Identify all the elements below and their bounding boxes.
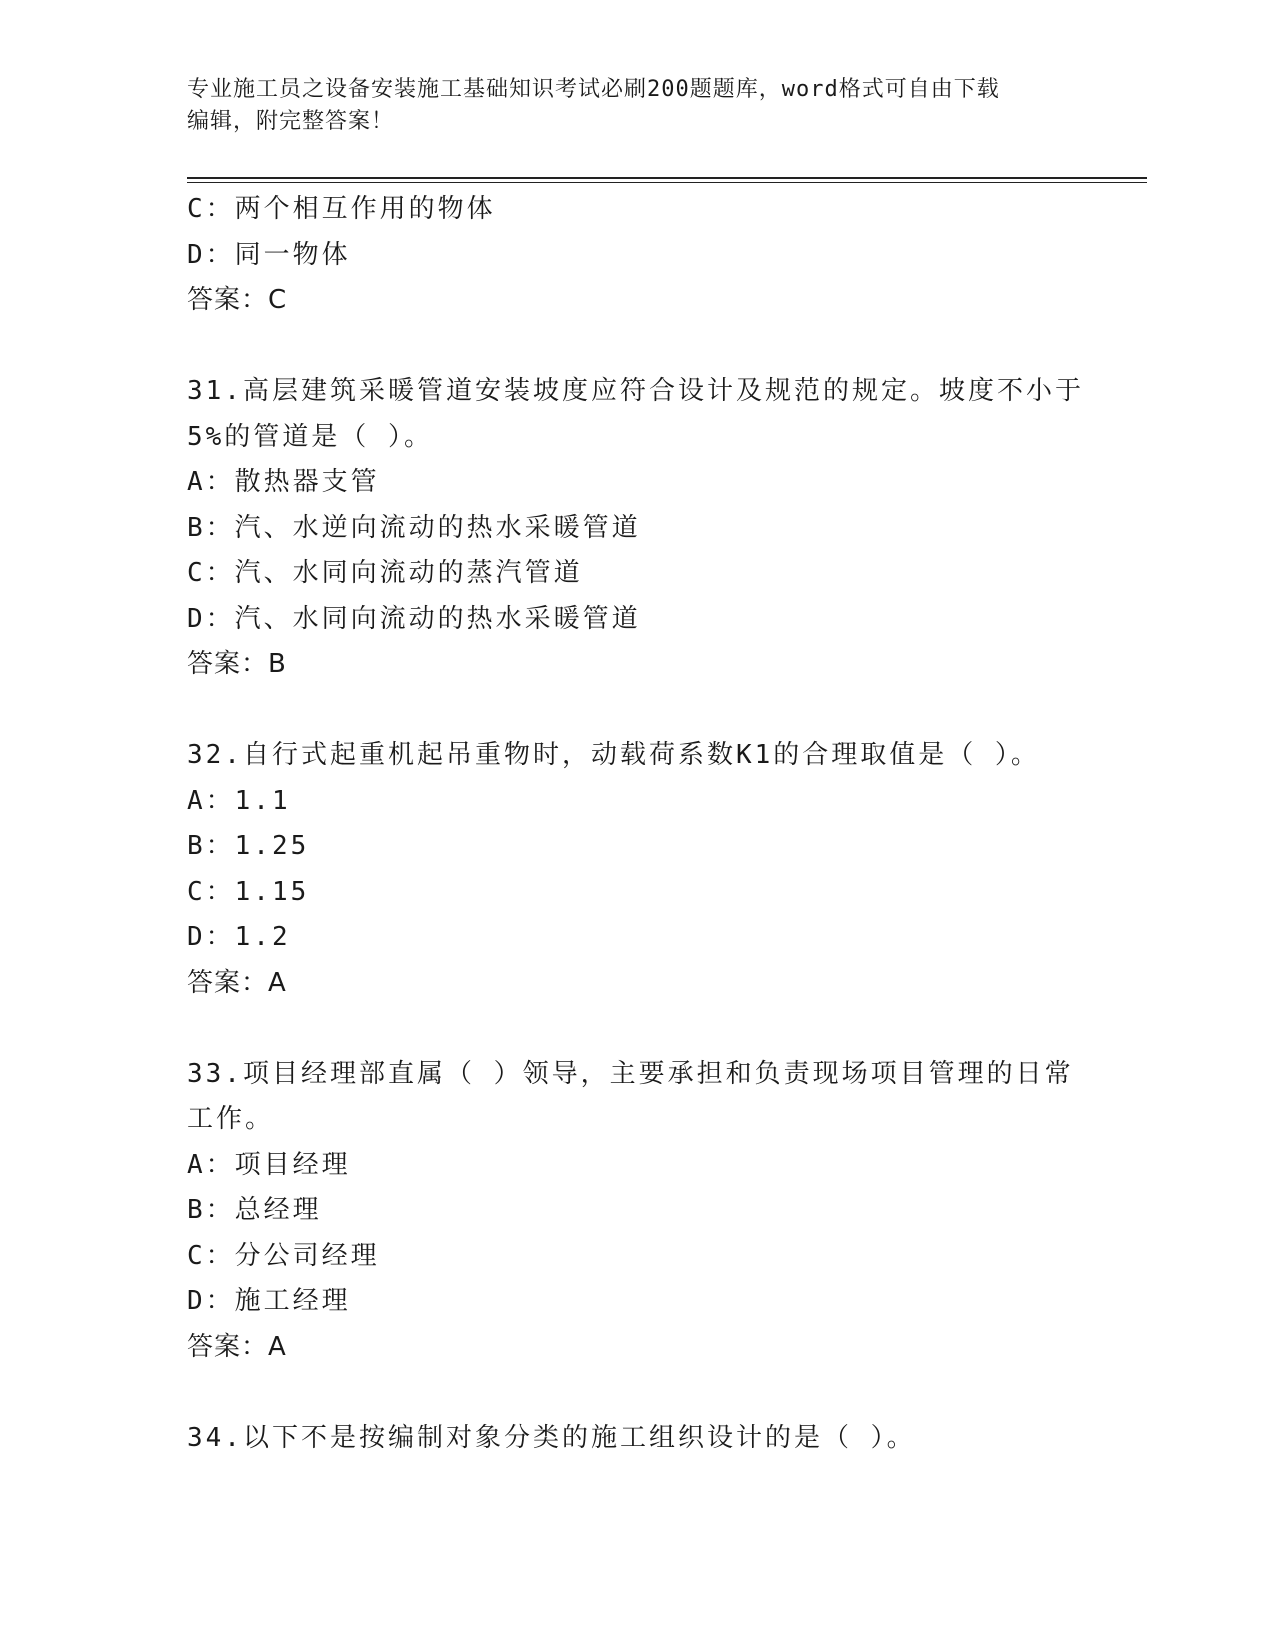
header-divider-thick xyxy=(187,177,1147,179)
option-c: C：两个相互作用的物体 xyxy=(187,194,496,224)
option-c: C：汽、水同向流动的蒸汽管道 xyxy=(187,558,583,588)
option-b: B：总经理 xyxy=(187,1195,322,1225)
option-c: C：分公司经理 xyxy=(187,1240,380,1271)
question-31 xyxy=(187,369,1087,688)
answer-line: 答案：A xyxy=(187,967,287,998)
option-a: A：散热器支管 xyxy=(187,467,380,497)
option-b: B：1.25 xyxy=(187,831,310,861)
header-divider-thin xyxy=(187,182,1147,183)
question-stem-continued: 5%的管道是（ ）。 xyxy=(187,421,433,452)
question-stem: 33.项目经理部直属（ ）领导，主要承担和负责现场项目管理的日常 xyxy=(187,1058,1074,1089)
option-d: D：施工经理 xyxy=(187,1286,351,1316)
option-a: A：项目经理 xyxy=(187,1149,351,1180)
spacer xyxy=(187,1006,1087,1052)
question-33 xyxy=(187,1052,1087,1371)
question-stem: 32.自行式起重机起吊重物时，动载荷系数K1的合理取值是（ ）。 xyxy=(187,740,1040,770)
option-d: D：汽、水同向流动的热水采暖管道 xyxy=(187,603,641,634)
answer-line: 答案：B xyxy=(187,649,287,679)
answer-line: 答案：C xyxy=(187,285,288,315)
question-list xyxy=(187,187,1087,1461)
page-header xyxy=(187,74,1087,138)
option-b: B：汽、水逆向流动的热水采暖管道 xyxy=(187,512,641,543)
question-stem-continued: 工作。 xyxy=(187,1104,275,1134)
option-c: C：1.15 xyxy=(187,876,310,907)
header-title-line-2: 编辑，附完整答案！ xyxy=(187,109,395,134)
spacer xyxy=(187,1370,1087,1416)
question-32 xyxy=(187,733,1087,1006)
answer-line: 答案：A xyxy=(187,1331,287,1362)
spacer xyxy=(187,324,1087,370)
question-30-continued xyxy=(187,187,1087,324)
question-stem: 31.高层建筑采暖管道安装坡度应符合设计及规范的规定。坡度不小于 xyxy=(187,376,1084,406)
option-d: D：1.2 xyxy=(187,922,291,952)
spacer xyxy=(187,688,1087,734)
question-34 xyxy=(187,1416,1087,1462)
question-stem: 34.以下不是按编制对象分类的施工组织设计的是（ ）。 xyxy=(187,1422,916,1453)
header-title-line-1: 专业施工员之设备安装施工基础知识考试必刷200题题库，word格式可自由下载 xyxy=(187,77,1000,102)
option-d: D：同一物体 xyxy=(187,239,351,270)
option-a: A：1.1 xyxy=(187,785,291,816)
